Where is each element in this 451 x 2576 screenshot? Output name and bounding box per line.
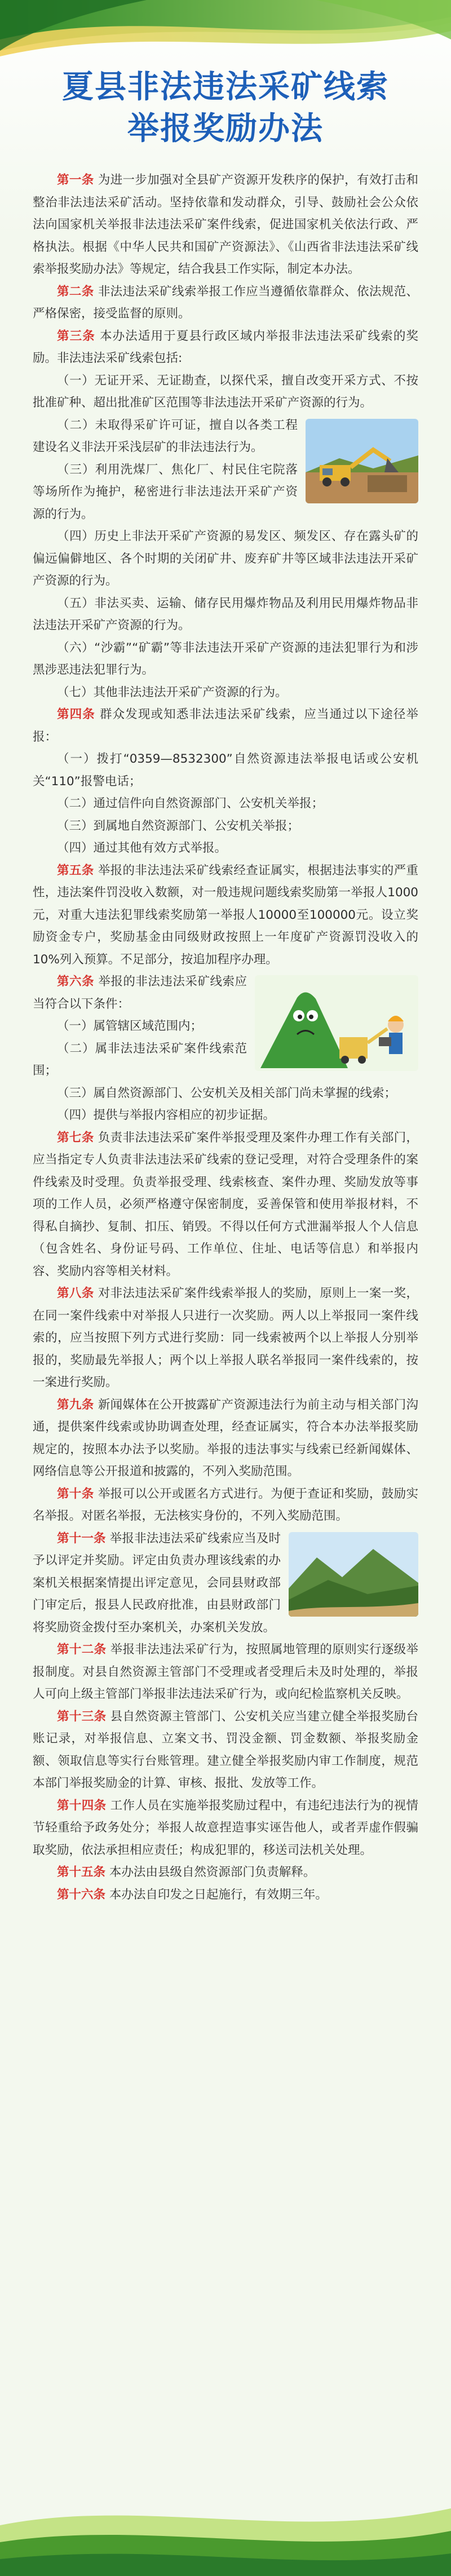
bottom-decoration (0, 2475, 451, 2576)
article-label: 第十六条 (57, 1887, 106, 1902)
list-item: （六）“沙霸”“矿霸”等非法违法开采矿产资源的违法犯罪行为和涉黑涉恶违法犯罪行为。 (33, 640, 418, 677)
mountain-landscape-photo (289, 1532, 418, 1617)
article-14 (33, 1795, 418, 1862)
article-text: 群众发现或知悉非法违法采矿线索，应当通过以下途径举报： (33, 707, 418, 744)
list-item: （一）拨打“0359—8532300”自然资源违法举报电话或公安机关“110”报警电话； (33, 752, 418, 789)
article-5 (33, 860, 418, 971)
list-item: （二）未取得采矿许可证，擅自以各类工程建设名义非法开采浅层矿的非法违法行为。 (33, 418, 298, 454)
article-15 (33, 1861, 418, 1884)
article-label: 第十五条 (57, 1865, 106, 1879)
article-10 (33, 1483, 418, 1528)
page-title (0, 67, 451, 150)
article-label: 第八条 (57, 1286, 94, 1300)
article-label: 第十一条 (57, 1531, 106, 1546)
article-label: 第十二条 (57, 1643, 107, 1657)
list-item: （三）利用洗煤厂、焦化厂、村民住宅院落等场所作为掩护，秘密进行非法违法开采矿产资源的行为。 (33, 462, 298, 521)
article-label: 第六条 (57, 975, 95, 989)
title-line-1: 夏县非法违法采矿线索 (62, 69, 389, 105)
list-item: （五）非法买卖、运输、储存民用爆炸物品及利用民用爆炸物品非法违法开采矿产资源的行为。 (33, 596, 418, 632)
mountain-cartoon (255, 975, 418, 1071)
list-item: （一）属管辖区域范围内； (57, 1019, 203, 1033)
article-16 (33, 1884, 418, 1906)
list-item: （四）提供与举报内容相应的初步证据。 (57, 1108, 276, 1122)
list-item: （二）通过信件向自然资源部门、公安机关举报； (57, 796, 324, 811)
article-text: 县自然资源主管部门、公安机关应当建立健全举报奖励台账记录，对举报信息、立案文书、罚没金额、罚金数额、举报奖励金额、领取信息等实行台账管理。建立健全举报奖励内审工作制度，规范本部门举报奖励金的计算、审核、报批、发放等工作。 (33, 1709, 418, 1790)
article-label: 第四条 (57, 707, 95, 722)
article-label: 第七条 (57, 1130, 94, 1145)
article-text: 举报的非法违法采矿线索经查证属实，根据违法事实的严重性，违法案件罚没收入数额，对一般违规问题线索奖励第一举报人1000元，对重大违法犯罪线索奖励第一举报人10000至100000元。设立奖励资金专户，奖励基金由同级财政按照上一年度矿产资源罚没收入的10%列入预算。不足部分，按追加程序办理。 (33, 863, 418, 967)
title-line-2: 举报奖励办法 (127, 110, 324, 147)
list-item: （二）属非法违法采矿案件线索范围； (33, 1041, 247, 1078)
article-label: 第九条 (57, 1397, 94, 1412)
document-body (33, 169, 418, 1906)
article-text: 本办法由县级自然资源部门负责解释。 (109, 1865, 316, 1879)
list-item: （四）通过其他有效方式举报。 (57, 841, 227, 855)
list-item: （四）历史上非法开采矿产资源的易发区、频发区、存在露头矿的偏远偏僻地区、各个时期的关闭矿井、废弃矿井等区域非法违法开采矿产资源的行为。 (33, 529, 418, 588)
article-text: 本办法自印发之日起施行，有效期三年。 (109, 1887, 328, 1902)
article-7 (33, 1127, 418, 1283)
article-8 (33, 1282, 418, 1394)
article-label: 第二条 (57, 284, 94, 299)
article-text: 工作人员在实施举报奖励过程中，有违纪违法行为的视情节轻重给予政务处分；举报人故意捏造事实诬告他人，或者弄虚作假骗取奖励，依法承担相应责任；构成犯罪的，移送司法机关处理。 (33, 1798, 418, 1857)
article-label: 第十三条 (57, 1709, 107, 1724)
article-label: 第十四条 (57, 1798, 107, 1813)
article-label: 第一条 (57, 173, 94, 187)
article-text: 非法违法采矿线索举报工作应当遵循依靠群众、依法规范、严格保密，接受监督的原则。 (33, 284, 418, 321)
article-4 (33, 703, 418, 748)
article-9 (33, 1394, 418, 1483)
article-text: 举报的非法违法采矿线索应当符合以下条件： (33, 975, 247, 1011)
article-text: 对非法违法采矿案件线索举报人的奖励，原则上一案一奖，在同一案件线索中对举报人只进行一次奖励。两人以上举报同一案件线索的，应当按照下列方式进行奖励：同一线索被两个以上举报人分别举报的，奖励最先举报人；两个以上举报人联名举报同一案件线索的，按一案进行奖励。 (33, 1286, 418, 1389)
list-item: （一）无证开采、无证勘查，以探代采，擅自改变开采方式、不按批准矿种、超出批准矿区范围等非法违法开采矿产资源的行为。 (33, 373, 418, 410)
article-text: 负责非法违法采矿案件举报受理及案件办理工作有关部门，应当指定专人负责非法违法采矿线索的登记受理，对符合受理条件的案件线索及时受理。负责举报受理、线索核查、案件办理、奖励发放等事项的工作人员，必须严格遵守保密制度，妥善保管和使用举报材料，不得私自摘抄、复制、扣压、销毁。不得以任何方式泄漏举报人个人信息（包含姓名、身份证号码、工作单位、住址、电话等信息）和举报内容、奖励内容等相关材料。 (33, 1130, 418, 1278)
list-item: （三）属自然资源部门、公安机关及相关部门尚未掌握的线索； (57, 1086, 397, 1100)
list-item: （三）到属地自然资源部门、公安机关举报； (57, 818, 300, 833)
article-13 (33, 1706, 418, 1795)
list-item: （七）其他非法违法开采矿产资源的行为。 (57, 685, 288, 700)
article-1 (33, 169, 418, 281)
article-text: 本办法适用于夏县行政区域内举报非法违法采矿线索的奖励。非法违法采矿线索包括: (33, 329, 418, 365)
article-label: 第三条 (57, 329, 95, 343)
article-text: 举报可以公开或匿名方式进行。为便于查证和奖励，鼓励实名举报。对匿名举报，无法核实身份的，不列入奖励范围。 (33, 1486, 418, 1523)
article-3 (33, 325, 418, 370)
article-2 (33, 281, 418, 325)
article-text: 举报非法违法采矿线索应当及时予以评定并奖励。评定由负责办理该线索的办案机关根据案情提出评定意见，会同县财政部门审定后，报县人民政府批准，由县财政部门将奖励资金拨付至办案机关，办案机关发放。 (33, 1531, 281, 1635)
article-label: 第五条 (57, 863, 94, 878)
article-12 (33, 1639, 418, 1706)
article-label: 第十条 (57, 1486, 94, 1501)
construction-site-photo (306, 419, 418, 503)
article-text: 为进一步加强对全县矿产资源开发秩序的保护，有效打击和整治非法违法采矿活动。坚持依靠和发动群众，引导、鼓励社会公众依法向国家机关举报非法违法采矿案件线索，促进国家机关依法行政、严格执法。根据《中华人民共和国矿产资源法》、《山西省非法违法采矿线索举报奖励办法》等规定，结合我县工作实际，制定本办法。 (33, 173, 418, 276)
article-text: 举报非法违法采矿行为，按照属地管理的原则实行逐级举报制度。对县自然资源主管部门不受理或者受理后未及时处理的，举报人可向上级主管部门举报非法违法采矿行为，或向纪检监察机关反映。 (33, 1643, 418, 1701)
article-text: 新闻媒体在公开披露矿产资源违法行为前主动与相关部门沟通，提供案件线索或协助调查处理，经查证属实，符合本办法举报奖励规定的，按照本办法予以奖励。举报的违法事实与线索已经新闻媒体、网络信息等公开报道和披露的，不列入奖励范围。 (33, 1397, 418, 1479)
